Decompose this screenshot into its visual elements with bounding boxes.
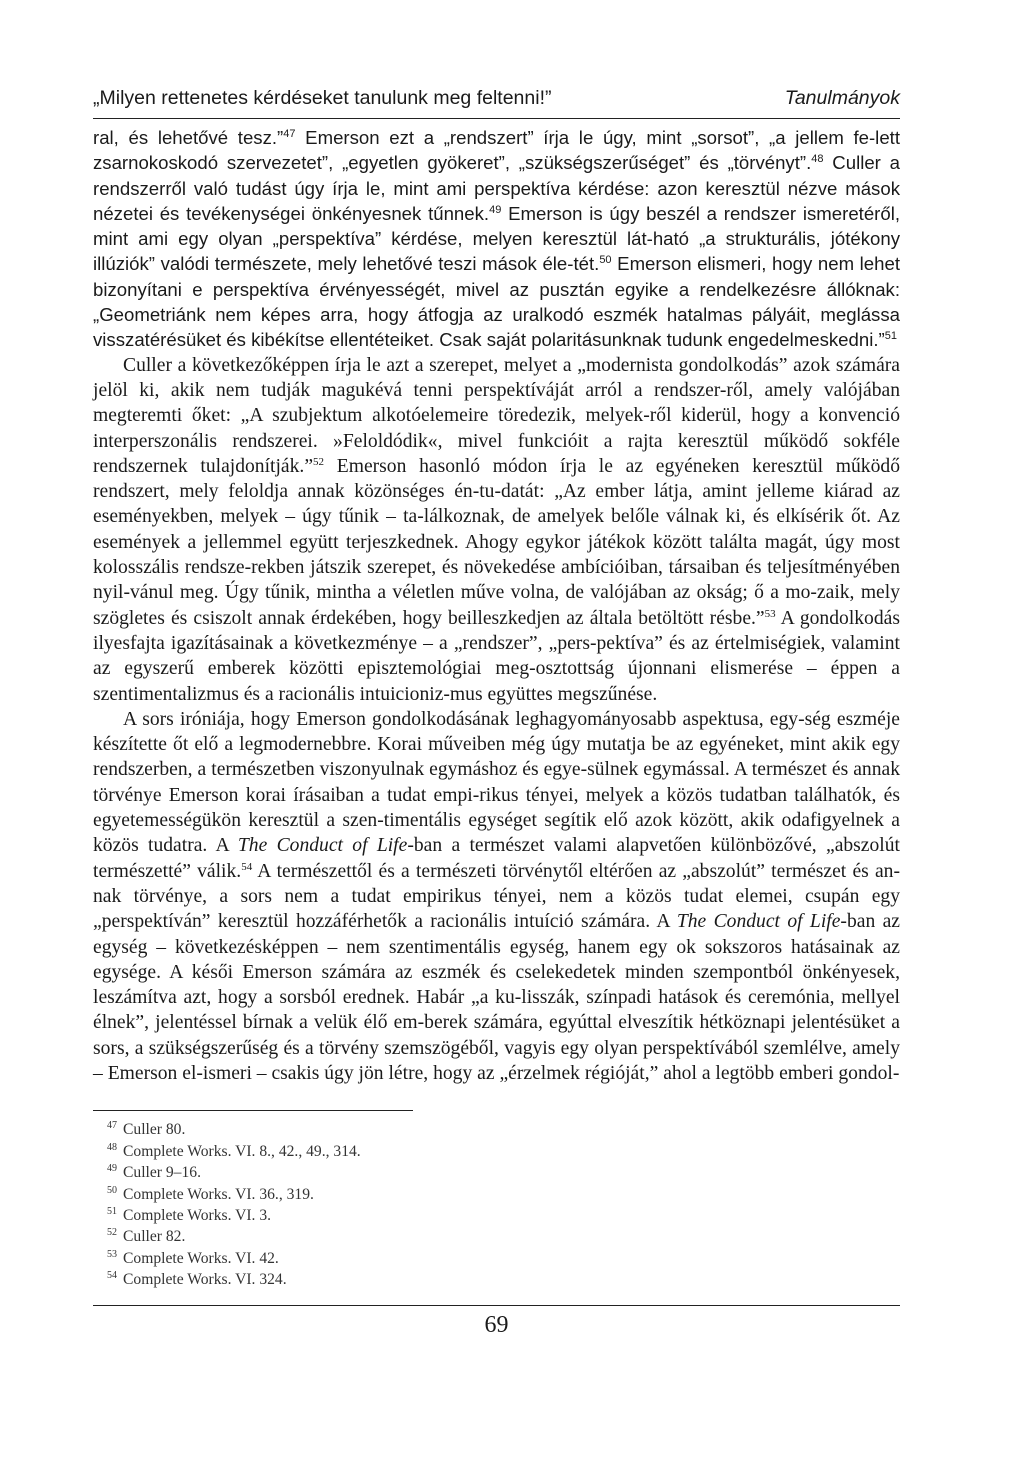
footnote-ref: 48 (811, 153, 824, 166)
footnote (107, 1205, 900, 1226)
footnote-number: 52 (107, 1227, 117, 1239)
footnotes (93, 1119, 900, 1290)
page-number: 69 (484, 1311, 509, 1338)
footnote-text: Culler 80. (123, 1121, 186, 1139)
text-run: Emerson elismeri, hogy nem lehet bizonyítani e perspektíva érvényességét, mivel az pusztán egyike a rendelkezésre állóknak: „Geometriánk nem képes arra, hogy átfogja az uralkodó eszmék hatalmas pályáit, meglássa visszatérésüket és kibékítse ellentéteiket. Csak saját polaritásunknak tudunk engedelmeskedni.” (93, 253, 900, 351)
book-title: The Conduct of Life (676, 911, 841, 933)
text-run: -ban a természet valami alapvetően különbözővé, „abszolút természetté” válik. (93, 835, 900, 882)
paragraph (93, 353, 900, 707)
running-title: „Milyen rettenetes kérdéseket tanulunk meg feltenni!” (93, 87, 552, 109)
footnote-text: Culler 9–16. (123, 1164, 201, 1182)
footnote-number: 50 (107, 1184, 117, 1196)
text-run: -ban az egység – következésképpen – nem szentimentális egység, hanem egy ok sokszoros hatásainak az egysége. A késői Emerson számára az eszmék és cselekedetek minden szempontból önkényesek, leszámítva azt, hogy a sorsból erednek. Habár „a ku-lisszák, színpadi hatások és ceremónia, mellyel élnek”, jelentéssel bírnak a velük élő em-berek számára, egyúttal elveszítik hétköznapi jelentésüket a sors, a szükségszerűség és a törvény szemszögéből, vagyis egy olyan perspektívából szemlélve, amely – Emerson el-ismeri – csakis úgy jön létre, hogy az „érzelmek régióját,” ahol a legtöbb emberi gondol- (93, 911, 900, 1084)
footnote (107, 1162, 900, 1183)
footnote (107, 1119, 900, 1140)
footnote-ref: 52 (313, 455, 325, 468)
paragraph (93, 125, 900, 353)
text-run: Culler a következőképpen írja le azt a szerepet, melyet a „modernista gondolkodás” azok számára jelöl ki, akik nem tudják magukévá tenni perspektíváját arról a rendszer-ről, amely valójában megteremti őket: „A szubjektum alkotóelemeire töredezik, melyek-ről kiderül, hogy a konvenció interperszonális rendszerei. »Feloldódik«, mivel funkcióit a rajta keresztül működő sokféle rendszernek tulajdonítják.” (93, 354, 900, 477)
footnote (107, 1269, 900, 1290)
footnote-ref: 54 (241, 860, 253, 873)
text-run: Emerson hasonló módon írja le az egyéneken keresztül működő rendszert, mely feloldja annak közönséges én-tu-datát: „Az ember látja, amint jelleme kiárad az eseményekben, melyek – úgy tűnik – ta-lálkoznak, de amelyek belőle válnak ki, és elkísérik őt. Az események a jellemmel együtt terjeszkednek. Ahogy egykor játékok között találta magát, úgy most kolosszális rendsze-rekben játszik szerepet, és növekedése ambícióiban, társaiban és teljesítményében nyil-vánul meg. Úgy tűnik, mintha a véletlen műve volna, de valójában az okság; ő a mo-zaik, mely szögletes és csiszolt annak érdekében, hogy beilleszkedjen az általa betöltött résbe.” (93, 455, 900, 629)
book-title: The Conduct of Life (237, 835, 408, 857)
footnote-ref: 49 (489, 203, 502, 216)
footnote-number: 49 (107, 1163, 117, 1175)
text-run: A sors iróniája, hogy Emerson gondolkodásának leghagyományosabb aspektusa, egy-ség eszméje készítette őt elő a legmodernebbre. Korai műveiben még úgy mutatja be az egyéneket, mint akik egy rendszerben, a természetben viszonyulnak egymáshoz és egye-sülnek egymással. A természet és annak törvénye Emerson korai írásaiban a tudat empi-rikus tényei, melyek a közös tudatban találhatók, és egyetemességükön keresztül a szen-timentális egységet segítik elő azok között, akik odafigyelnek a közös tudatra. A (93, 708, 900, 857)
footnote-ref: 51 (884, 330, 897, 343)
footnote-number: 47 (107, 1120, 117, 1132)
footnote-number: 53 (107, 1248, 117, 1260)
footnote (107, 1141, 900, 1162)
footnote-number: 51 (107, 1205, 117, 1217)
bottom-rule (93, 1305, 900, 1306)
text-run: A természettől és a természeti törvénytől eltérően az „abszolút” természet és an-nak törvénye, a sors nem a tudat empirikus tényei, nem a közös tudat elemei, csupán egy „perspektíván” keresztül hozzáférhetők a racionális intuíció számára. A (93, 860, 900, 933)
text-run: Culler a rendszerről való tudást úgy írja le, mint ami perspektíva kérdése: azon keresztül nézve mások nézetei és tevékenységei önkényesnek tűnnek. (93, 152, 900, 224)
footnote-number: 48 (107, 1141, 117, 1153)
paragraph (93, 707, 900, 1086)
footnote-ref: 50 (599, 254, 612, 267)
text-run: A gondolkodás ilyesfajta igazításainak a következménye – a „rendszer”, „pers-pektíva” és az értelmiségiek, valamint az egyszerű emberek közötti episztemológiai meg-osztottság újonnani elismerése – éppen a szentimentalizmus és a racionális intuicioniz-mus együttes megszűnése. (93, 607, 900, 705)
footnote-text: Complete Works. VI. 324. (123, 1271, 287, 1289)
text-run: ral, és lehetővé tesz.” (93, 127, 284, 148)
footnote-separator (93, 1110, 413, 1111)
footnote-ref: 53 (764, 607, 776, 620)
footnote-text: Complete Works. VI. 8., 42., 49., 314. (123, 1142, 361, 1160)
section-label: Tanulmányok (784, 87, 900, 109)
journal-page (93, 84, 900, 1339)
article-body (93, 125, 900, 1086)
footnote (107, 1184, 900, 1205)
footnote (107, 1226, 900, 1247)
footnote-text: Complete Works. VI. 42. (123, 1249, 279, 1267)
running-head (93, 84, 900, 119)
footnote-ref: 47 (283, 128, 296, 140)
footnote (107, 1248, 900, 1269)
footnote-text: Complete Works. VI. 36., 319. (123, 1185, 314, 1203)
text-run: Emerson is úgy beszél a rendszer ismeretéről, mint ami egy olyan „perspektíva” kérdése, melyen keresztül lát-ható „a strukturális, jótékony illúziók” valódi természete, mely lehetővé teszi mások éle-tét. (93, 202, 901, 275)
footnote-text: Culler 82. (123, 1228, 186, 1246)
footnote-text: Complete Works. VI. 3. (123, 1206, 272, 1224)
footnote-number: 54 (107, 1270, 117, 1282)
text-run: Emerson ezt a „rendszert” írja le úgy, mint „sorsot”, „a jellem fe-lett zsarnokoskodó szervezetet”, „egyetlen gyökeret”, „szükségszerűséget” és „törvényt”. (93, 127, 900, 174)
